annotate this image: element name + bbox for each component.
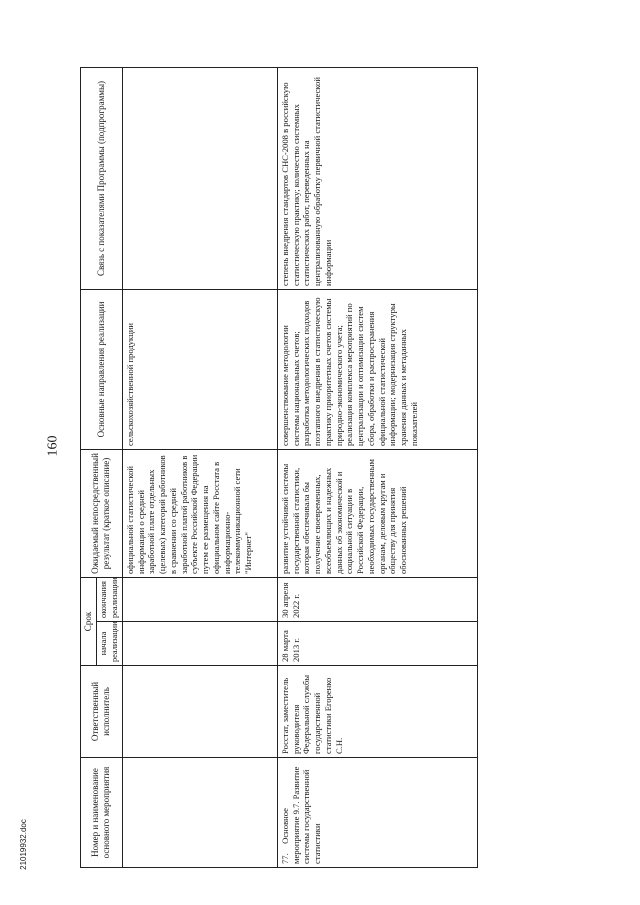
header-result: Ожидаемый непосредственный результат (краткое описание): [81, 449, 123, 577]
cell-empty: [122, 758, 277, 868]
rotated-table-sheet: [80, 68, 500, 868]
cell-result: развитие устойчивой системы государственной статистики, которая обеспечивала бы получение своевременных, всеобъемлющих и надежных данных об экономической и социальной ситуации в Российской Федерации, необходимых государственным органам, деловым кругам и обществу для принятия обоснованных решений: [277, 449, 477, 577]
cell-directions-prev: сельскохозяйственной продукции: [122, 289, 277, 449]
table-row-77: [277, 67, 477, 867]
row-name: Основное мероприятие 9.7. Развитие системы государственной статистики: [279, 766, 323, 864]
program-table: [80, 67, 478, 868]
header-srok: Срок: [81, 577, 97, 665]
header-directions: Основные направления реализации: [81, 289, 123, 449]
cell-empty: [122, 577, 277, 621]
header-number-name: Номер и наименование основного мероприятия: [81, 758, 123, 868]
header-indicators: Связь с показателями Программы (подпрограммы): [81, 67, 123, 289]
cell-indicators: степень внедрения стандартов СНС-2008 в российскую статистическую практику; количество системных статистических работ, переведенных на централизованную обработку первичной статистической информации: [277, 67, 477, 289]
cell-empty: [122, 622, 277, 666]
cell-start: 28 марта 2013 г.: [277, 622, 477, 666]
document-filename: 21019932.doc: [18, 819, 28, 870]
header-end: окончания реализации: [97, 577, 123, 621]
cell-directions: совершенствование методологии системы национальных счетов; разработка методологических подходов поэтапного внедрения в статистическую практику приоритетных счетов системы природно-экономического учета; реализация комплекса мероприятий по централизации и оптимизации систем сбора, обработки и распространения официальной статистической информации; модернизация структуры хранения данных и метаданных показателей: [277, 289, 477, 449]
header-start: начала реализации: [97, 622, 123, 666]
cell-result-prev: официальной статистической информации о средней заработной плате отдельных (целевых) категорий работников в сравнении со средней заработной платой работников в субъекте Российской Федерации путем ее размещения на официальном сайте Росстата в информационно-телекоммуникационной сети "Интернет": [122, 449, 277, 577]
cell-empty: [122, 666, 277, 758]
table-row-continuation: [122, 67, 277, 867]
page-number: 160: [45, 435, 61, 457]
cell-empty: [122, 67, 277, 289]
row-number: 77.: [279, 853, 290, 864]
header-executor: Ответственный исполнитель: [81, 666, 123, 758]
cell-end: 30 апреля 2022 г.: [277, 577, 477, 621]
cell-number-name: [277, 758, 477, 868]
cell-executor: Росстат, заместитель руководителя Федеральной службы государственной статистики Егоренко С.Н.: [277, 666, 477, 758]
